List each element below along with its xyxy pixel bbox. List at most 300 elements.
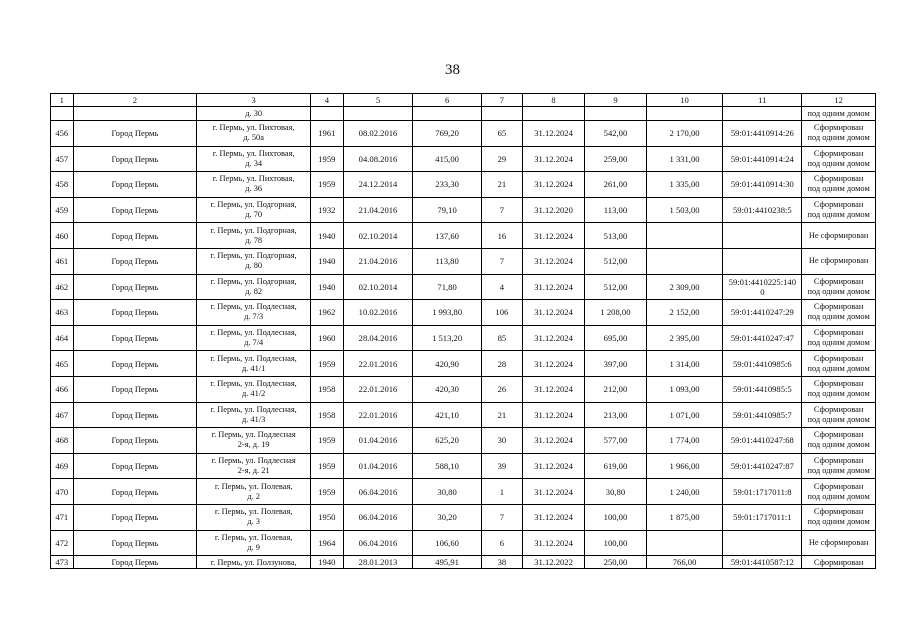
address-line: г. Пермь, ул. Подгорная, <box>210 225 297 235</box>
table-row <box>51 146 876 172</box>
table-row <box>51 504 876 530</box>
area-cell: 30,80 <box>413 479 482 505</box>
date-cell: 22.01.2016 <box>343 376 413 402</box>
table-row <box>51 300 876 326</box>
status-cell <box>802 504 876 530</box>
residents-cell: 30 <box>481 428 522 454</box>
column-number: 6 <box>413 94 482 107</box>
municipality-cell: Город Пермь <box>73 428 197 454</box>
address-line: г. Пермь, ул. Подлесная, <box>210 353 297 363</box>
residents-cell: 85 <box>481 325 522 351</box>
address-cell <box>197 402 311 428</box>
status-cell <box>802 402 876 428</box>
address-line: г. Пермь, ул. Пихтовая, <box>212 174 295 184</box>
column-number: 11 <box>723 94 802 107</box>
status-cell <box>802 351 876 377</box>
address-line: г. Пермь, ул. Полевая, <box>214 507 293 517</box>
page-number: 38 <box>445 62 460 78</box>
status-cell <box>802 428 876 454</box>
status-cell <box>802 453 876 479</box>
status-cell: Не сформирован <box>802 248 876 274</box>
deadline-cell: 31.12.2024 <box>522 274 584 300</box>
date-cell: 02.10.2014 <box>343 274 413 300</box>
value-cell: 2 170,00 <box>646 121 723 147</box>
row-number: 456 <box>51 121 74 147</box>
column-number: 5 <box>343 94 413 107</box>
address-line: 2-я, д. 19 <box>237 440 270 450</box>
value-cell: 100,00 <box>585 504 646 530</box>
address-line: д. 7/3 <box>244 312 264 322</box>
value-cell: 212,00 <box>585 376 646 402</box>
address-line: д. 36 <box>245 184 263 194</box>
address-cell <box>197 172 311 198</box>
value-cell: 1 331,00 <box>646 146 723 172</box>
status-cell <box>802 325 876 351</box>
address-cell <box>197 223 311 249</box>
residents-cell: 7 <box>481 248 522 274</box>
status-line: под одним домом <box>807 312 870 322</box>
municipality-cell: Город Пермь <box>73 325 197 351</box>
address-cell <box>197 146 311 172</box>
cadastral-cell: 59:01:4410247:87 <box>723 453 802 479</box>
status-cell <box>802 274 876 300</box>
status-line: под одним домом <box>807 184 870 194</box>
residents-cell: 26 <box>481 376 522 402</box>
deadline-cell: 31.12.2020 <box>522 197 584 223</box>
cadastral-cell: 59:01:4410985:5 <box>723 376 802 402</box>
municipality-cell: Город Пермь <box>73 121 197 147</box>
value-cell: 1 093,00 <box>646 376 723 402</box>
area-cell: 79,10 <box>413 197 482 223</box>
address-cell <box>197 325 311 351</box>
address-line: г. Пермь, ул. Подлесная, <box>210 379 297 389</box>
date-cell: 01.04.2016 <box>343 453 413 479</box>
area-cell: 769,20 <box>413 121 482 147</box>
date-cell: 22.01.2016 <box>343 351 413 377</box>
residents-cell: 106 <box>481 300 522 326</box>
cadastral-cell <box>723 248 802 274</box>
address-cell: г. Пермь, ул. Ползунова, <box>197 556 311 569</box>
address-cell <box>197 479 311 505</box>
cadastral-cell <box>723 530 802 556</box>
value-cell: 695,00 <box>585 325 646 351</box>
residents-cell: 16 <box>481 223 522 249</box>
column-number: 3 <box>197 94 311 107</box>
cadastral-cell <box>723 274 802 300</box>
value-cell: 1 774,00 <box>646 428 723 454</box>
status-cell <box>802 479 876 505</box>
cadastral-cell: 59:01:4410587:12 <box>723 556 802 569</box>
status-cell: Сформирован <box>802 556 876 569</box>
value-cell: 397,00 <box>585 351 646 377</box>
status-line: под одним домом <box>807 389 870 399</box>
address-cell: д. 30 <box>197 107 311 121</box>
year-cell: 1940 <box>310 223 343 249</box>
value-cell: 1 335,00 <box>646 172 723 198</box>
status-line: Сформирован <box>813 174 864 184</box>
address-line: д. 70 <box>245 210 263 220</box>
value-cell: 213,00 <box>585 402 646 428</box>
residents-cell: 39 <box>481 453 522 479</box>
address-cell <box>197 121 311 147</box>
year-cell: 1962 <box>310 300 343 326</box>
area-cell: 495,91 <box>413 556 482 569</box>
column-number-row <box>51 94 876 107</box>
cadastral-cell: 59:01:4410238:5 <box>723 197 802 223</box>
status-line: под одним домом <box>807 517 870 527</box>
status-line: под одним домом <box>807 210 870 220</box>
municipality-cell: Город Пермь <box>73 479 197 505</box>
area-cell: 30,20 <box>413 504 482 530</box>
date-cell: 06.04.2016 <box>343 530 413 556</box>
housing-register-table <box>50 93 876 569</box>
year-cell: 1958 <box>310 376 343 402</box>
address-cell <box>197 351 311 377</box>
value-cell: 512,00 <box>585 274 646 300</box>
address-line: д. 34 <box>245 158 263 168</box>
table-row <box>51 248 876 274</box>
status-cell <box>802 197 876 223</box>
address-line: г. Пермь, ул. Подгорная, <box>210 200 297 210</box>
deadline-cell: 31.12.2024 <box>522 146 584 172</box>
municipality-cell: Город Пермь <box>73 504 197 530</box>
status-line: под одним домом <box>807 338 870 348</box>
address-line: д. 7/4 <box>244 338 264 348</box>
status-line: Сформирован <box>813 302 864 312</box>
deadline-cell: 31.12.2024 <box>522 479 584 505</box>
address-line: д. 50а <box>243 133 264 143</box>
address-cell <box>197 453 311 479</box>
table-row <box>51 556 876 569</box>
value-cell: 577,00 <box>585 428 646 454</box>
deadline-cell: 31.12.2024 <box>522 300 584 326</box>
status-line: под одним домом <box>807 286 870 296</box>
residents-cell: 7 <box>481 197 522 223</box>
address-cell <box>197 530 311 556</box>
table-row <box>51 351 876 377</box>
date-cell: 06.04.2016 <box>343 479 413 505</box>
value-cell: 30,80 <box>585 479 646 505</box>
column-number: 7 <box>481 94 522 107</box>
table-row <box>51 530 876 556</box>
residents-cell: 4 <box>481 274 522 300</box>
value-cell: 1 503,00 <box>646 197 723 223</box>
status-cell <box>802 146 876 172</box>
cadastral-cell: 59:01:4410985:6 <box>723 351 802 377</box>
table-row <box>51 453 876 479</box>
address-cell <box>197 376 311 402</box>
status-cell <box>802 172 876 198</box>
date-cell: 02.10.2014 <box>343 223 413 249</box>
year-cell: 1940 <box>310 248 343 274</box>
address-line: 2-я, д. 21 <box>237 466 270 476</box>
address-cell <box>197 504 311 530</box>
value-cell <box>646 223 723 249</box>
status-line: Сформирован <box>813 123 864 133</box>
column-number: 9 <box>585 94 646 107</box>
year-cell: 1959 <box>310 146 343 172</box>
municipality-cell: Город Пермь <box>73 556 197 569</box>
row-number: 467 <box>51 402 74 428</box>
status-line: под одним домом <box>807 158 870 168</box>
address-line: д. 2 <box>247 491 260 501</box>
year-cell: 1940 <box>310 274 343 300</box>
row-number: 460 <box>51 223 74 249</box>
value-cell: 1 314,00 <box>646 351 723 377</box>
address-line: д. 3 <box>247 517 260 527</box>
value-cell: 100,00 <box>585 530 646 556</box>
value-cell: 512,00 <box>585 248 646 274</box>
address-line: г. Пермь, ул. Подлесная <box>211 430 296 440</box>
status-line: Сформирован <box>813 200 864 210</box>
value-cell <box>646 248 723 274</box>
row-number: 466 <box>51 376 74 402</box>
table-row <box>51 376 876 402</box>
row-number: 469 <box>51 453 74 479</box>
value-cell: 2 395,00 <box>646 325 723 351</box>
table-row <box>51 121 876 147</box>
cadastral-line: 59:01:4410225:140 <box>728 276 796 287</box>
deadline-cell: 31.12.2024 <box>522 223 584 249</box>
area-cell: 420,30 <box>413 376 482 402</box>
area-cell: 420,90 <box>413 351 482 377</box>
row-number: 465 <box>51 351 74 377</box>
column-number: 1 <box>51 94 74 107</box>
status-cell <box>802 300 876 326</box>
cadastral-cell: 59:01:1717011:1 <box>723 504 802 530</box>
row-number: 470 <box>51 479 74 505</box>
area-cell: 113,80 <box>413 248 482 274</box>
value-cell: 1 208,00 <box>585 300 646 326</box>
table-row <box>51 197 876 223</box>
status-line: Сформирован <box>813 456 864 466</box>
address-line: г. Пермь, ул. Пихтовая, <box>212 123 295 133</box>
table-row <box>51 325 876 351</box>
area-cell: 1 993,80 <box>413 300 482 326</box>
deadline-cell: 31.12.2024 <box>522 351 584 377</box>
address-cell <box>197 274 311 300</box>
status-line: под одним домом <box>807 363 870 373</box>
row-number: 458 <box>51 172 74 198</box>
cadastral-cell: 59:01:1717011:8 <box>723 479 802 505</box>
address-line: г. Пермь, ул. Подлесная, <box>210 328 297 338</box>
deadline-cell: 31.12.2024 <box>522 428 584 454</box>
column-number: 4 <box>310 94 343 107</box>
deadline-cell: 31.12.2024 <box>522 376 584 402</box>
table-row <box>51 274 876 300</box>
row-number: 473 <box>51 556 74 569</box>
row-number: 464 <box>51 325 74 351</box>
residents-cell: 29 <box>481 146 522 172</box>
year-cell: 1959 <box>310 479 343 505</box>
year-cell: 1958 <box>310 402 343 428</box>
municipality-cell: Город Пермь <box>73 376 197 402</box>
address-line: д. 9 <box>247 542 260 552</box>
municipality-cell: Город Пермь <box>73 530 197 556</box>
address-line: г. Пермь, ул. Подгорная, <box>210 251 297 261</box>
residents-cell: 21 <box>481 402 522 428</box>
column-number: 8 <box>522 94 584 107</box>
date-cell: 04.08.2016 <box>343 146 413 172</box>
status-cell: Не сформирован <box>802 223 876 249</box>
deadline-cell: 31.12.2024 <box>522 325 584 351</box>
address-line: г. Пермь, ул. Подгорная, <box>210 276 297 286</box>
deadline-cell: 31.12.2024 <box>522 453 584 479</box>
row-number: 459 <box>51 197 74 223</box>
address-line: г. Пермь, ул. Подлесная <box>211 456 296 466</box>
address-line: д. 82 <box>245 286 263 296</box>
value-cell: 113,00 <box>585 197 646 223</box>
municipality-cell: Город Пермь <box>73 146 197 172</box>
cadastral-cell: 59:01:4410247:47 <box>723 325 802 351</box>
address-line: д. 41/2 <box>241 389 266 399</box>
status-line: Сформирован <box>813 507 864 517</box>
municipality-cell: Город Пермь <box>73 274 197 300</box>
year-cell: 1960 <box>310 325 343 351</box>
residents-cell: 7 <box>481 504 522 530</box>
value-cell: 259,00 <box>585 146 646 172</box>
residents-cell: 38 <box>481 556 522 569</box>
status-line: под одним домом <box>807 466 870 476</box>
status-line: под одним домом <box>807 440 870 450</box>
cadastral-cell: 59:01:4410914:26 <box>723 121 802 147</box>
municipality-cell: Город Пермь <box>73 300 197 326</box>
status-line: под одним домом <box>807 491 870 501</box>
row-number: 472 <box>51 530 74 556</box>
row-number: 463 <box>51 300 74 326</box>
table-row <box>51 428 876 454</box>
date-cell: 10.02.2016 <box>343 300 413 326</box>
value-cell: 2 309,00 <box>646 274 723 300</box>
cadastral-cell: 59:01:4410247:68 <box>723 428 802 454</box>
deadline-cell: 31.12.2022 <box>522 556 584 569</box>
table-row <box>51 479 876 505</box>
status-line: под одним домом <box>807 414 870 424</box>
value-cell: 261,00 <box>585 172 646 198</box>
date-cell: 24.12.2014 <box>343 172 413 198</box>
value-cell: 1 071,00 <box>646 402 723 428</box>
cadastral-cell: 59:01:4410985:7 <box>723 402 802 428</box>
area-cell: 588,10 <box>413 453 482 479</box>
status-cell: под одним домом <box>802 107 876 121</box>
address-line: г. Пермь, ул. Подлесная, <box>210 302 297 312</box>
date-cell: 21.04.2016 <box>343 197 413 223</box>
area-cell: 415,00 <box>413 146 482 172</box>
deadline-cell: 31.12.2024 <box>522 530 584 556</box>
municipality-cell: Город Пермь <box>73 197 197 223</box>
table-row <box>51 172 876 198</box>
address-line: г. Пермь, ул. Подлесная, <box>210 404 297 414</box>
deadline-cell: 31.12.2024 <box>522 504 584 530</box>
column-number: 12 <box>802 94 876 107</box>
deadline-cell: 31.12.2024 <box>522 121 584 147</box>
address-cell <box>197 197 311 223</box>
row-number: 468 <box>51 428 74 454</box>
area-cell: 1 513,20 <box>413 325 482 351</box>
status-line: Сформирован <box>813 481 864 491</box>
year-cell: 1959 <box>310 172 343 198</box>
area-cell: 233,30 <box>413 172 482 198</box>
address-line: д. 78 <box>245 235 263 245</box>
area-cell: 421,10 <box>413 402 482 428</box>
value-cell: 766,00 <box>646 556 723 569</box>
year-cell: 1950 <box>310 504 343 530</box>
year-cell: 1959 <box>310 428 343 454</box>
area-cell: 71,80 <box>413 274 482 300</box>
year-cell: 1964 <box>310 530 343 556</box>
table-row <box>51 223 876 249</box>
date-cell: 21.04.2016 <box>343 248 413 274</box>
date-cell: 28.01.2013 <box>343 556 413 569</box>
municipality-cell: Город Пермь <box>73 223 197 249</box>
status-line: под одним домом <box>807 133 870 143</box>
row-number: 461 <box>51 248 74 274</box>
value-cell: 250,00 <box>585 556 646 569</box>
address-line: д. 41/3 <box>241 414 266 424</box>
status-line: Сформирован <box>813 379 864 389</box>
status-line: Сформирован <box>813 148 864 158</box>
date-cell: 22.01.2016 <box>343 402 413 428</box>
deadline-cell: 31.12.2024 <box>522 248 584 274</box>
area-cell: 106,60 <box>413 530 482 556</box>
year-cell: 1932 <box>310 197 343 223</box>
value-cell: 1 240,00 <box>646 479 723 505</box>
municipality-cell: Город Пермь <box>73 172 197 198</box>
value-cell <box>646 530 723 556</box>
year-cell: 1959 <box>310 453 343 479</box>
residents-cell: 21 <box>481 172 522 198</box>
date-cell: 01.04.2016 <box>343 428 413 454</box>
year-cell: 1940 <box>310 556 343 569</box>
row-number: 457 <box>51 146 74 172</box>
row-number: 462 <box>51 274 74 300</box>
value-cell: 542,00 <box>585 121 646 147</box>
residents-cell: 6 <box>481 530 522 556</box>
column-number: 10 <box>646 94 723 107</box>
status-line: Сформирован <box>813 353 864 363</box>
year-cell: 1959 <box>310 351 343 377</box>
date-cell: 08.02.2016 <box>343 121 413 147</box>
residents-cell: 1 <box>481 479 522 505</box>
date-cell: 06.04.2016 <box>343 504 413 530</box>
status-line: Сформирован <box>813 430 864 440</box>
year-cell: 1961 <box>310 121 343 147</box>
status-line: Сформирован <box>813 404 864 414</box>
date-cell: 28.04.2016 <box>343 325 413 351</box>
address-line: г. Пермь, ул. Полевая, <box>214 532 293 542</box>
address-cell <box>197 300 311 326</box>
municipality-cell: Город Пермь <box>73 402 197 428</box>
municipality-cell: Город Пермь <box>73 453 197 479</box>
cadastral-cell <box>723 223 802 249</box>
value-cell: 1 966,00 <box>646 453 723 479</box>
status-cell <box>802 121 876 147</box>
table-row <box>51 402 876 428</box>
status-cell: Не сформирован <box>802 530 876 556</box>
address-cell <box>197 248 311 274</box>
status-line: Сформирован <box>813 328 864 338</box>
cadastral-cell: 59:01:4410247:29 <box>723 300 802 326</box>
address-line: д. 80 <box>245 261 263 271</box>
deadline-cell: 31.12.2024 <box>522 172 584 198</box>
value-cell: 619,00 <box>585 453 646 479</box>
deadline-cell: 31.12.2024 <box>522 402 584 428</box>
status-line: Сформирован <box>813 276 864 286</box>
municipality-cell: Город Пермь <box>73 248 197 274</box>
cadastral-cell: 59:01:4410914:30 <box>723 172 802 198</box>
value-cell: 1 875,00 <box>646 504 723 530</box>
area-cell: 137,60 <box>413 223 482 249</box>
